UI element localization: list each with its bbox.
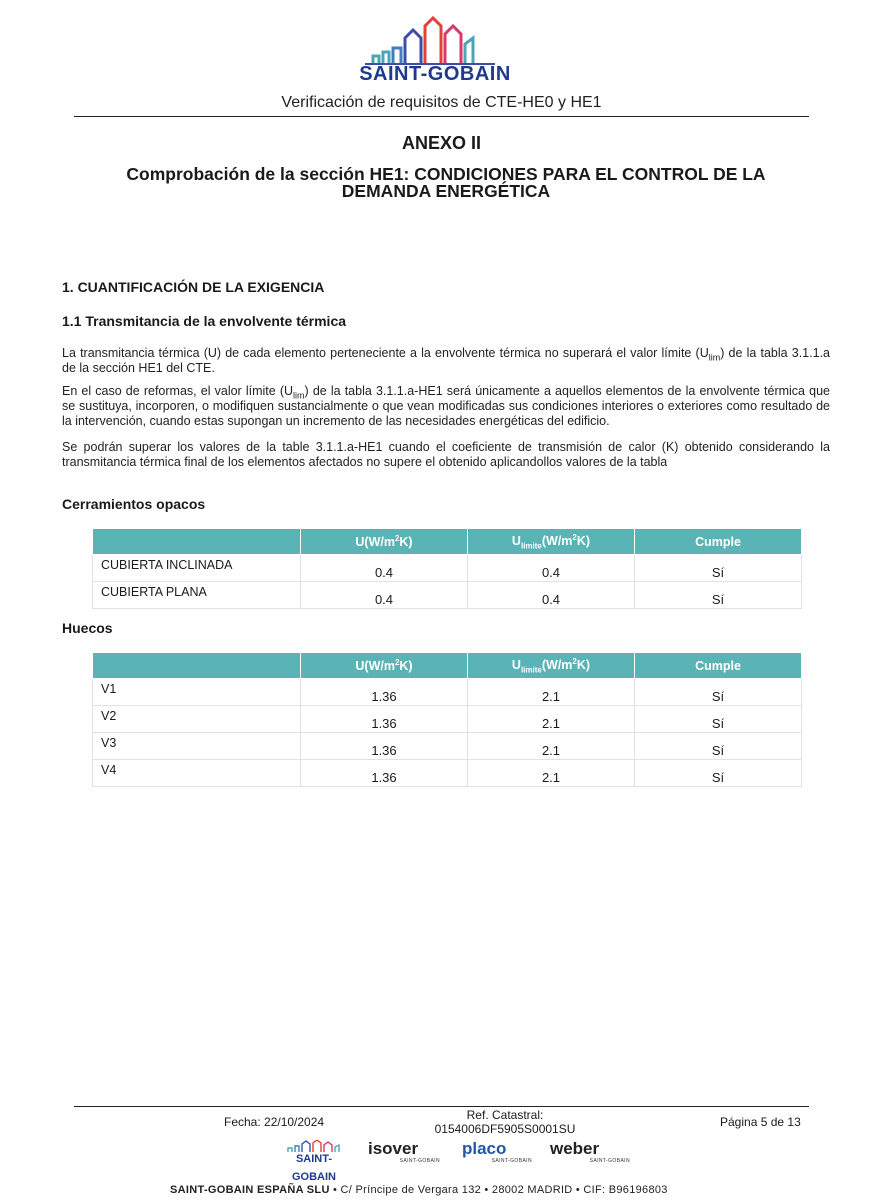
brand-saint-gobain-name: SAINT-GOBAIN bbox=[292, 1153, 336, 1183]
column-header-name bbox=[93, 653, 301, 679]
footer-cadastral-ref bbox=[396, 1108, 614, 1136]
column-header-ulimite: $U_{límite}(W/m^2K)$ bbox=[468, 653, 635, 679]
table-cerramientos-opacos bbox=[92, 528, 802, 609]
column-header-name bbox=[93, 529, 301, 555]
section-title: Comprobación de la sección HE1: CONDICIONES PARA EL CONTROL DE LA DEMANDA ENERGÉTICA bbox=[126, 164, 766, 201]
header-divider bbox=[74, 116, 809, 117]
row-name: CUBIERTA PLANA bbox=[93, 582, 301, 609]
column-header-u: $U(W/m^2K)$ bbox=[301, 529, 468, 555]
company-address: • C/ Príncipe de Vergara 132 • 28002 MADRID • CIF: B96196803 bbox=[329, 1184, 668, 1196]
company-info-line bbox=[170, 1184, 770, 1196]
brand-logo-isover bbox=[368, 1140, 440, 1166]
row-u: 1.36 bbox=[301, 733, 468, 760]
footer-date: Fecha: 22/10/2024 bbox=[224, 1115, 325, 1129]
cadastral-ref-label: Ref. Catastral: bbox=[466, 1108, 544, 1122]
row-name: V2 bbox=[93, 706, 301, 733]
brand-logo-weber bbox=[550, 1140, 630, 1166]
paragraph-reformas: En el caso de reformas, el valor límite $(U_{lim})$ de la tabla 3.1.1.a-HE1 será únicamente a aquellos elementos de la envolvente térmica que se sustituya, incorporen, o modifiquen sustancialmente o que vean modificadas sus condiciones interiores o exteriores como resultado de la intervención, cuando estas supongan un incremento de las necesidades energéticas del edificio. bbox=[62, 384, 830, 428]
table-row bbox=[93, 733, 802, 760]
brand-logo-saint-gobain bbox=[274, 1140, 354, 1183]
column-header-u: $U(W/m^2K)$ bbox=[301, 653, 468, 679]
footer-page-number: Página 5 de 13 bbox=[720, 1115, 801, 1129]
row-cumple: Sí bbox=[635, 733, 802, 760]
row-u: 1.36 bbox=[301, 760, 468, 787]
table-row bbox=[93, 679, 802, 706]
saint-gobain-mini-icon bbox=[274, 1140, 354, 1152]
column-header-cumple: Cumple bbox=[635, 653, 802, 679]
row-ulimite: 2.1 bbox=[468, 679, 635, 706]
row-name: V4 bbox=[93, 760, 301, 787]
logo-wordmark: SAINT-GOBAIN bbox=[359, 63, 511, 85]
row-name: V1 bbox=[93, 679, 301, 706]
row-name: CUBIERTA INCLINADA bbox=[93, 555, 301, 582]
heading-cuantificacion: 1. CUANTIFICACIÓN DE LA EXIGENCIA bbox=[62, 279, 325, 295]
row-cumple: Sí bbox=[635, 582, 802, 609]
row-cumple: Sí bbox=[635, 760, 802, 787]
table-row bbox=[93, 582, 802, 609]
row-u: 0.4 bbox=[301, 582, 468, 609]
row-ulimite: 2.1 bbox=[468, 760, 635, 787]
brand-placo-name: placo bbox=[462, 1139, 507, 1158]
table-huecos bbox=[92, 652, 802, 787]
row-ulimite: 2.1 bbox=[468, 733, 635, 760]
row-ulimite: 2.1 bbox=[468, 706, 635, 733]
paragraph-coeficiente: Se podrán superar los valores de la table 3.1.1.a-HE1 cuando el coeficiente de transmisión de calor (K) obtenido considerando la transmitancia térmica final de los elementos afectados no supere el obtenido aplicandollos valores de la tabla bbox=[62, 440, 830, 469]
brand-weber-name: weber bbox=[550, 1139, 600, 1158]
brand-isover-name: isover bbox=[368, 1139, 419, 1158]
row-name: V3 bbox=[93, 733, 301, 760]
row-u: 0.4 bbox=[301, 555, 468, 582]
column-header-ulimite: $U_{límite}(W/m^2K)$ bbox=[468, 529, 635, 555]
table-row bbox=[93, 706, 802, 733]
table-row bbox=[93, 760, 802, 787]
row-cumple: Sí bbox=[635, 706, 802, 733]
footer-divider bbox=[74, 1106, 809, 1107]
company-name: SAINT-GOBAIN ESPAÑA SLU bbox=[170, 1184, 330, 1196]
brand-weber-sub: SAINT-GOBAIN bbox=[589, 1158, 630, 1164]
row-u: 1.36 bbox=[301, 706, 468, 733]
brand-placo-sub: SAINT-GOBAIN bbox=[491, 1158, 532, 1164]
caption-huecos: Huecos bbox=[62, 620, 113, 636]
caption-cerramientos-opacos: Cerramientos opacos bbox=[62, 496, 206, 512]
row-u: 1.36 bbox=[301, 679, 468, 706]
annex-title: ANEXO II bbox=[401, 133, 481, 153]
cadastral-ref-value: 0154006DF5905S0001SU bbox=[434, 1122, 576, 1136]
brand-logo-placo bbox=[462, 1140, 532, 1166]
paragraph-transmitancia: La transmitancia térmica (U) de cada elemento perteneciente a la envolvente térmica no superará el valor límite $(U_{lim})$ de la tabla 3.1.1.a de la sección HE1 del CTE. bbox=[62, 346, 830, 375]
row-cumple: Sí bbox=[635, 555, 802, 582]
table-row bbox=[93, 555, 802, 582]
column-header-cumple: Cumple bbox=[635, 529, 802, 555]
heading-transmitancia: 1.1 Transmitancia de la envolvente térmica bbox=[62, 313, 347, 329]
row-ulimite: 0.4 bbox=[468, 582, 635, 609]
row-cumple: Sí bbox=[635, 679, 802, 706]
row-ulimite: 0.4 bbox=[468, 555, 635, 582]
brand-isover-sub: SAINT-GOBAIN bbox=[399, 1158, 440, 1164]
document-header-title: Verificación de requisitos de CTE-HE0 y HE1 bbox=[281, 94, 602, 111]
